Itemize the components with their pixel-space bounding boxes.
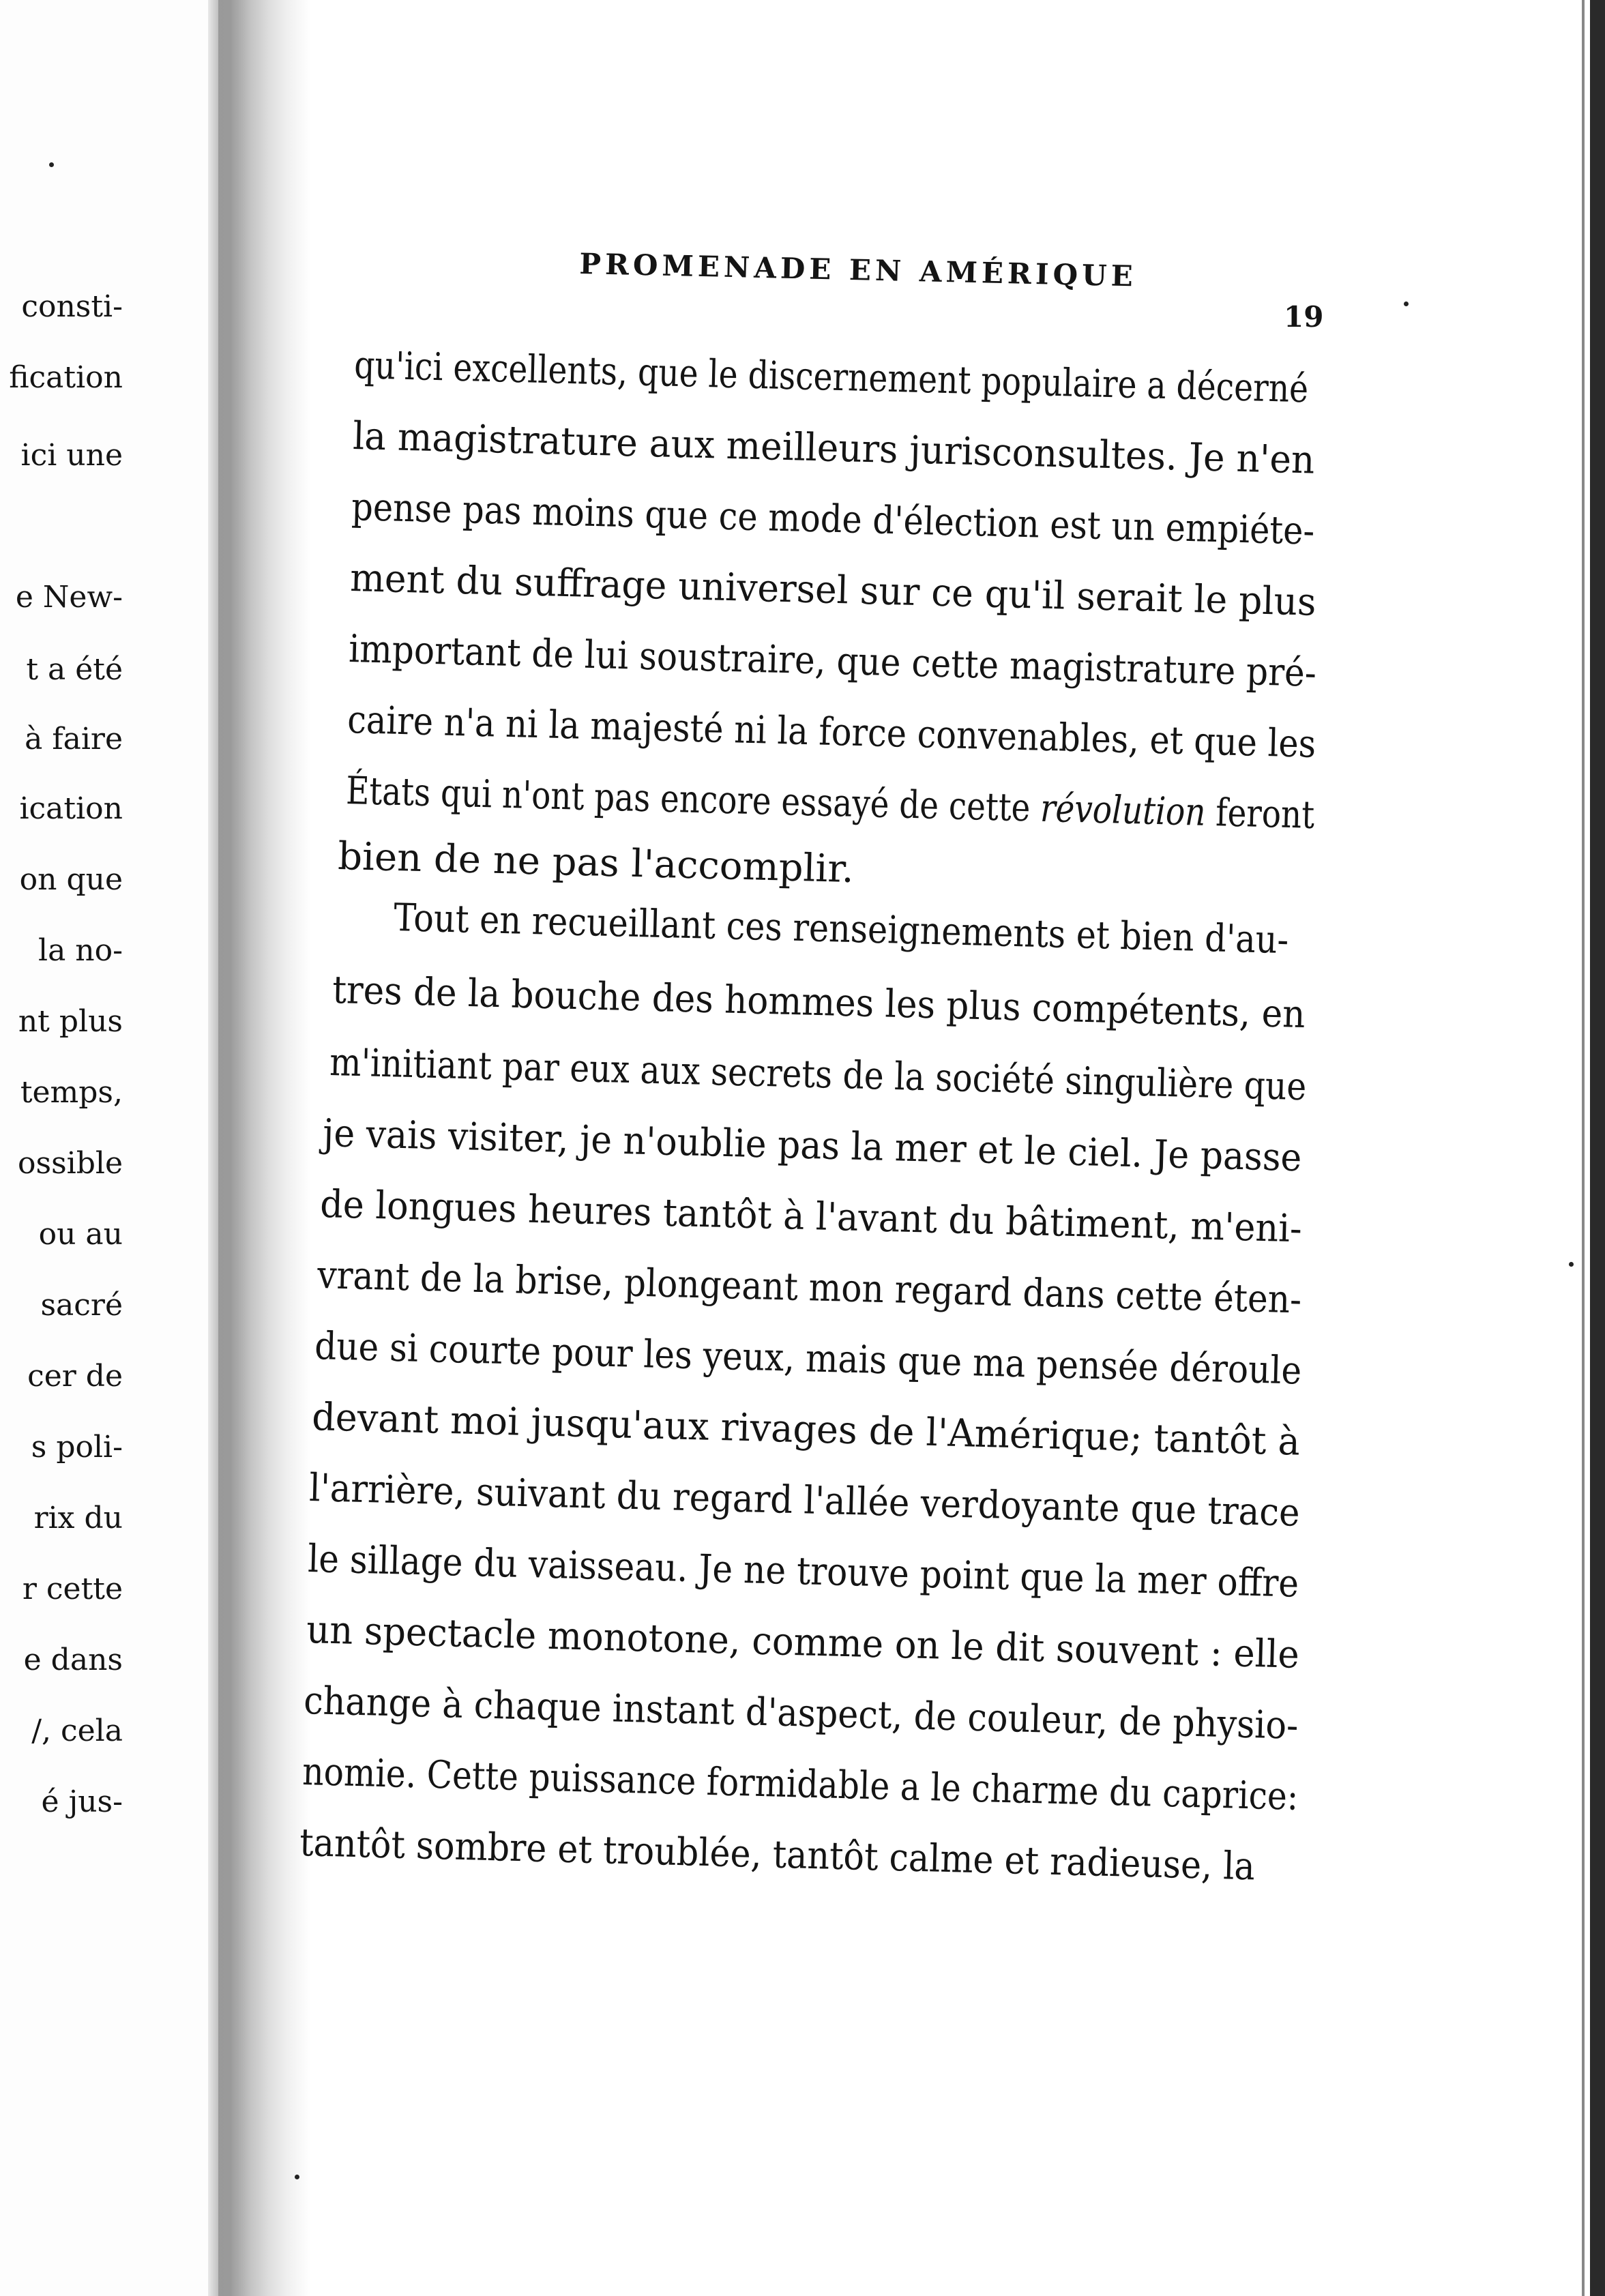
text-line: tres de la bouche des hommes les plus compétents, en bbox=[332, 968, 1306, 1037]
text-line: bien de ne pas l'accomplir. bbox=[337, 834, 855, 892]
text-line: Tout en recueillant ces renseignements et bien d'au- bbox=[393, 896, 1289, 963]
left-text-line: cer de bbox=[27, 1359, 123, 1394]
left-text-line: ication bbox=[19, 791, 123, 826]
left-text-line: la no- bbox=[38, 933, 123, 968]
text-line: je vais visiter, je n'oublie pas la mer et le ciel. Je passe bbox=[322, 1111, 1303, 1181]
left-text-line: ou au bbox=[38, 1217, 123, 1252]
left-text-line: /, cela bbox=[31, 1713, 123, 1748]
left-page-fragment bbox=[0, 0, 225, 2296]
left-text-line: nt plus bbox=[18, 1004, 123, 1039]
text-segment: feront bbox=[1205, 790, 1315, 838]
text-line: le sillage du vaisseau. Je ne trouve point que la mer offre bbox=[307, 1537, 1299, 1606]
italic-word: révolution bbox=[1040, 786, 1207, 835]
left-text-line: r cette bbox=[22, 1572, 123, 1606]
scan-speck bbox=[1404, 301, 1409, 306]
text-line: un spectacle monotone, comme on le dit souvent : elle bbox=[306, 1608, 1300, 1677]
left-text-line: temps, bbox=[20, 1075, 123, 1110]
text-segment: États qui n'ont pas encore essayé de cette bbox=[345, 769, 1042, 831]
left-text-line: ici une bbox=[20, 438, 123, 473]
left-text-line: é jus- bbox=[41, 1784, 123, 1819]
scan-speck bbox=[1569, 1262, 1574, 1267]
text-line: caire n'a ni la majesté ni la force convenables, et que les bbox=[347, 698, 1316, 767]
text-line: change à chaque instant d'aspect, de couleur, de physio- bbox=[303, 1679, 1299, 1748]
gutter-fold bbox=[218, 0, 236, 2296]
left-text-line: consti- bbox=[21, 289, 123, 324]
scan-speck bbox=[295, 2175, 299, 2179]
left-text-line: t a été bbox=[26, 652, 123, 687]
left-text-line: e New- bbox=[15, 580, 123, 615]
page-number: 19 bbox=[1284, 300, 1324, 334]
left-text-line: on que bbox=[19, 862, 123, 897]
left-text-line: fication bbox=[9, 360, 123, 395]
left-text-line: ossible bbox=[18, 1146, 123, 1181]
text-line: important de lui soustraire, que cette magistrature pré- bbox=[348, 627, 1317, 696]
page-edge-line bbox=[1582, 0, 1585, 2296]
left-text-line: à faire bbox=[25, 722, 123, 756]
left-text-line: e dans bbox=[23, 1643, 123, 1677]
left-text-line: rix du bbox=[33, 1501, 123, 1535]
left-text-line: sacré bbox=[40, 1288, 123, 1323]
text-line: l'arrière, suivant du regard l'allée verdoyante que trace bbox=[308, 1466, 1301, 1535]
text-line bbox=[345, 769, 1315, 838]
page-edge-border bbox=[1590, 0, 1605, 2296]
left-text-line: s poli- bbox=[31, 1430, 123, 1465]
text-line: la magistrature aux meilleurs jurisconsultes. Je n'en bbox=[352, 414, 1316, 483]
scan-speck bbox=[49, 162, 54, 167]
text-line: nomie. Cette puissance formidable a le charme du caprice: bbox=[301, 1750, 1299, 1819]
text-line: vrant de la brise, plongeant mon regard dans cette éten- bbox=[316, 1253, 1302, 1323]
text-line: devant moi jusqu'aux rivages de l'Amérique; tantôt à bbox=[311, 1395, 1301, 1465]
text-line: pense pas moins que ce mode d'élection est un empiéte- bbox=[351, 485, 1315, 554]
text-line: m'initiant par eux aux secrets de la société singulière que bbox=[329, 1040, 1308, 1110]
running-head: PROMENADE EN AMÉRIQUE bbox=[578, 247, 1138, 293]
text-line: qu'ici excellents, que le discernement populaire a décerné bbox=[353, 343, 1309, 412]
text-line: de longues heures tantôt à l'avant du bâtiment, m'eni- bbox=[319, 1182, 1303, 1252]
text-line: due si courte pour les yeux, mais que ma pensée déroule bbox=[314, 1324, 1302, 1394]
text-line: tantôt sombre et troublée, tantôt calme et radieuse, la bbox=[299, 1821, 1256, 1889]
text-line: ment du suffrage universel sur ce qu'il serait le plus bbox=[349, 556, 1317, 625]
